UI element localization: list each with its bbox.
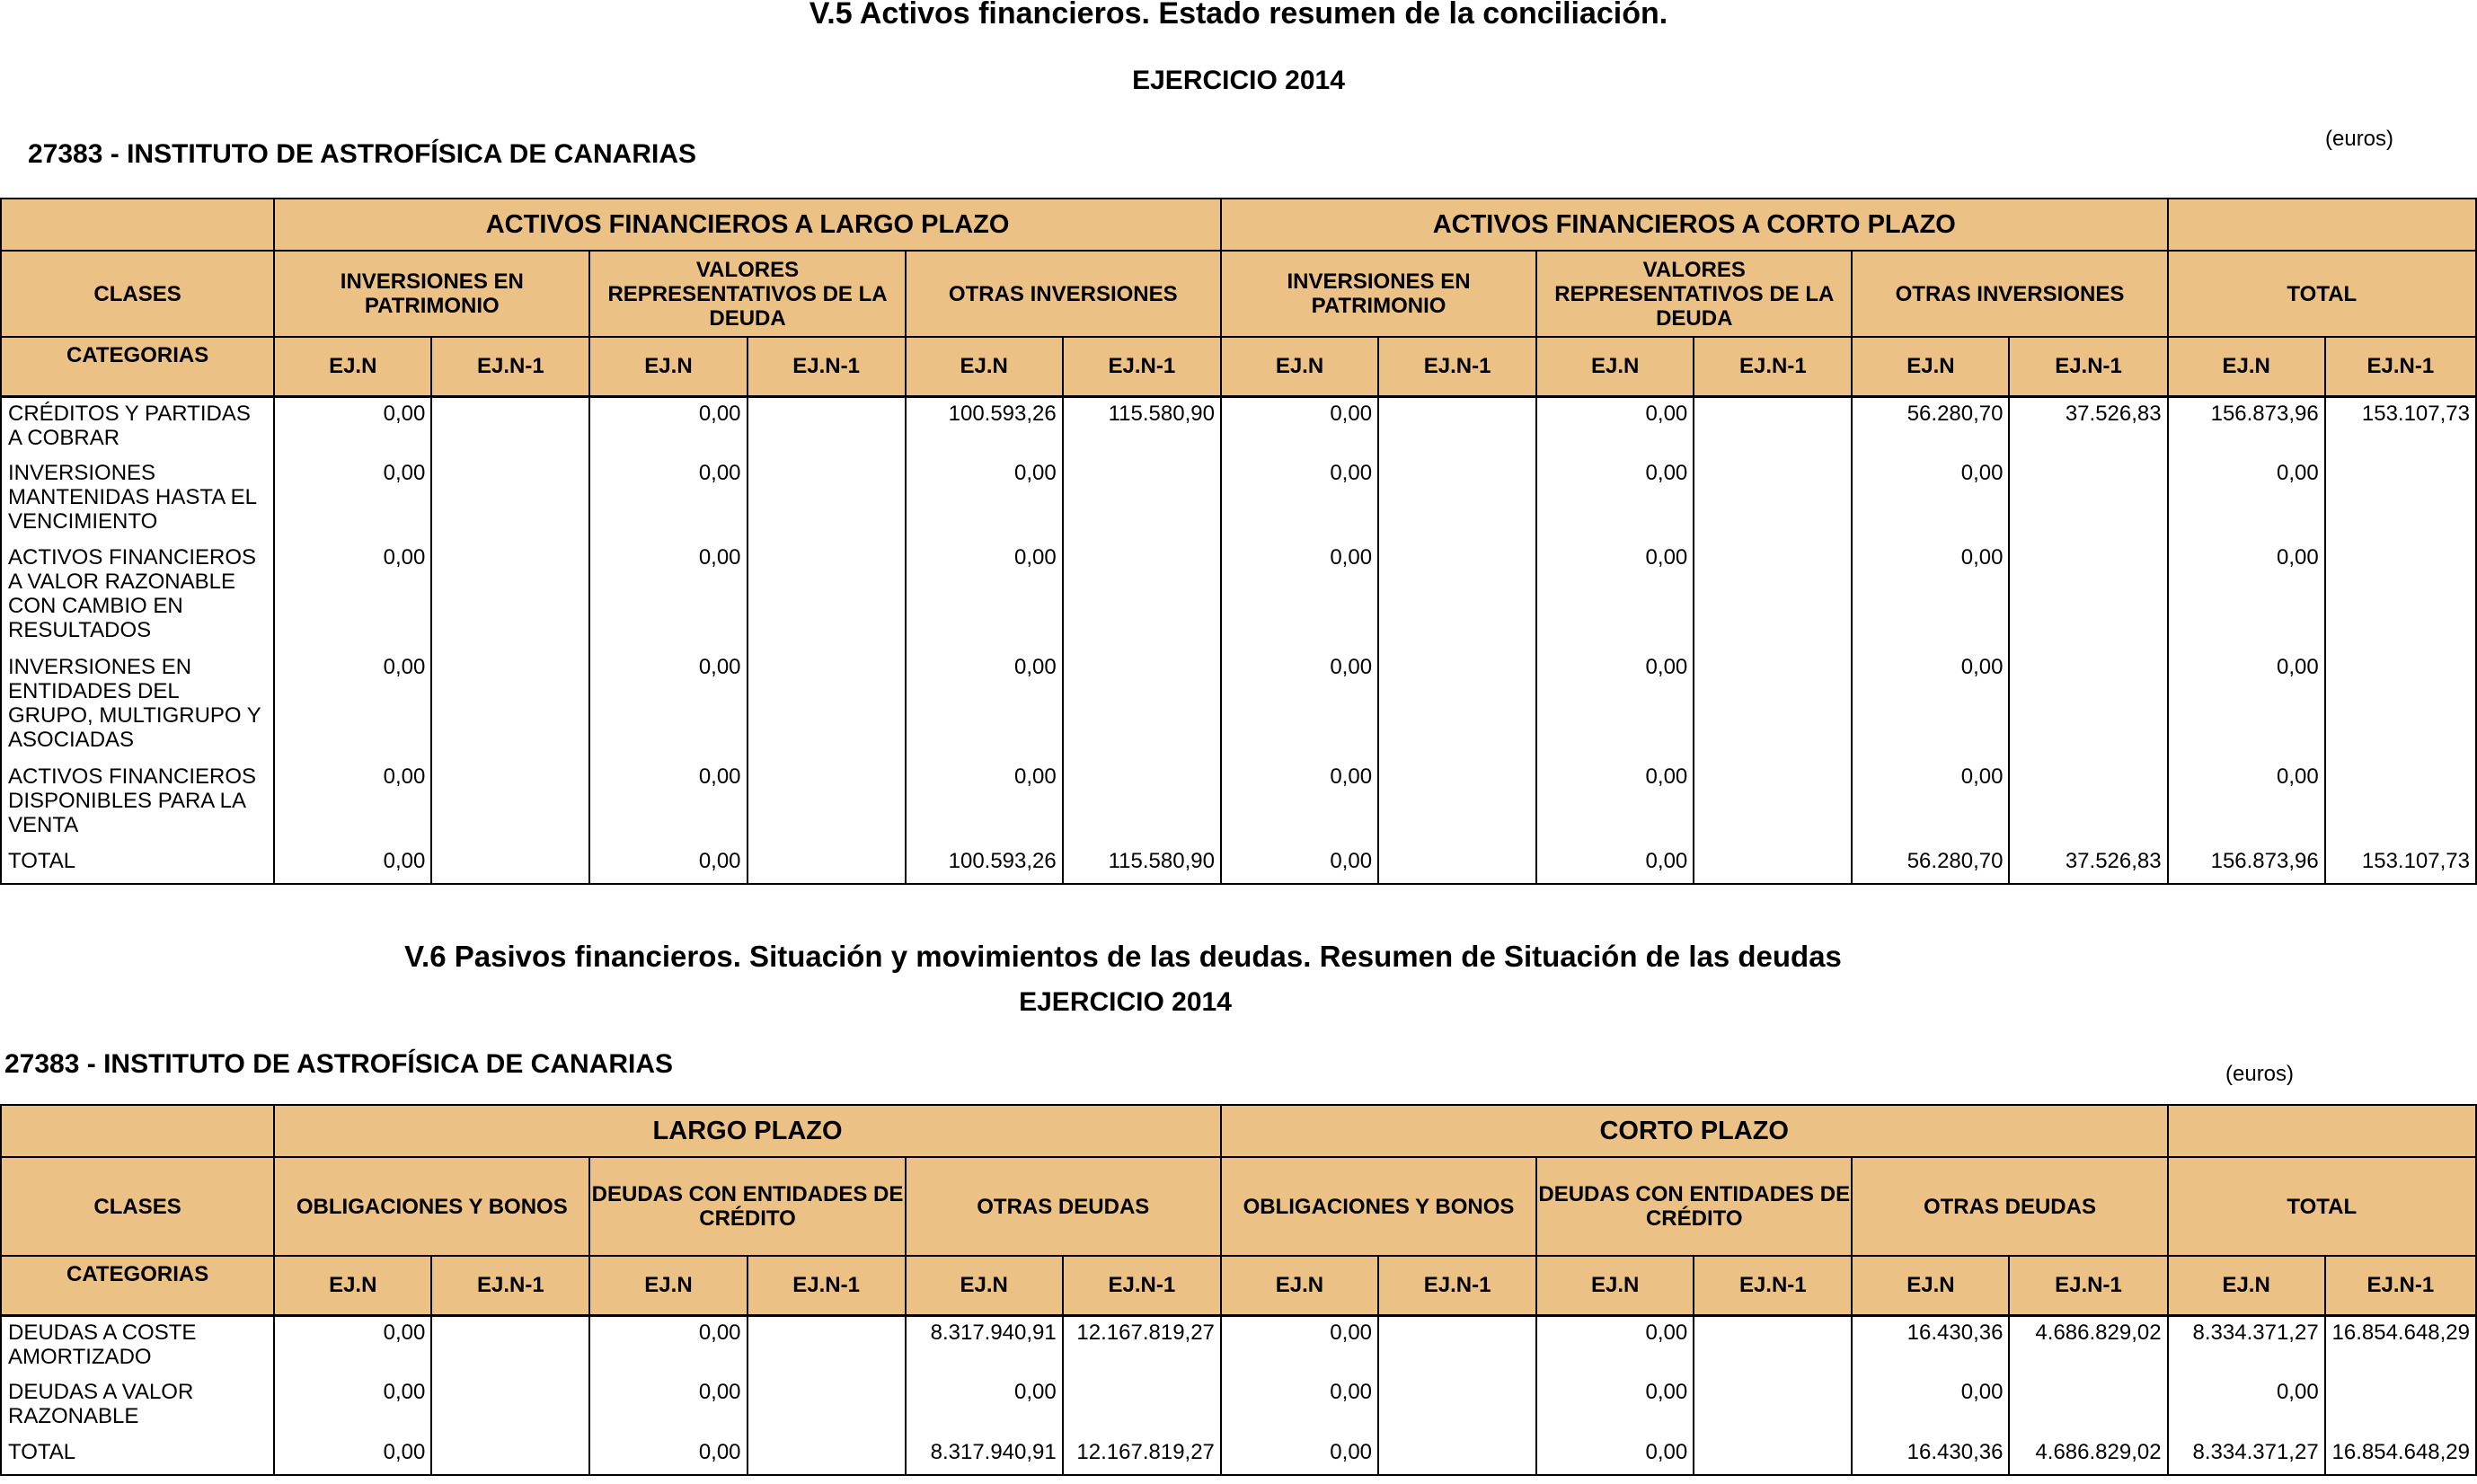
value-cell: 0,00 xyxy=(589,457,747,542)
value-cell: 0,00 xyxy=(1536,1376,1694,1436)
table-row xyxy=(1,1436,2476,1475)
value-cell xyxy=(1694,845,1852,884)
value-cell: 0,00 xyxy=(2168,542,2325,651)
value-cell: 0,00 xyxy=(1536,651,1694,761)
value-cell: 153.107,73 xyxy=(2325,396,2476,457)
value-cell xyxy=(748,651,906,761)
value-cell xyxy=(2009,542,2167,651)
value-cell xyxy=(1378,1436,1536,1475)
value-cell: 16.854.648,29 xyxy=(2325,1315,2476,1376)
value-cell: 0,00 xyxy=(1852,1376,2009,1436)
value-cell: 153.107,73 xyxy=(2325,845,2476,884)
value-cell: 0,00 xyxy=(1536,542,1694,651)
subheader-col: VALORES REPRESENTATIVOS DE LA DEUDA xyxy=(1536,251,1852,337)
value-cell xyxy=(1694,761,1852,845)
value-cell: 12.167.819,27 xyxy=(1063,1315,1221,1376)
value-cell: 115.580,90 xyxy=(1063,845,1221,884)
value-cell xyxy=(748,457,906,542)
value-cell xyxy=(1378,845,1536,884)
year-col-header: EJ.N xyxy=(274,337,431,396)
year-col-header: EJ.N xyxy=(1536,337,1694,396)
financial-liabilities-table xyxy=(0,1104,2477,1476)
report-title: V.5 Activos financieros. Estado resumen de la conciliación. xyxy=(809,0,1668,31)
year-col-header: EJ.N xyxy=(1852,337,2009,396)
year-col-header: EJ.N xyxy=(2168,1256,2325,1315)
group-header-short-term: CORTO PLAZO xyxy=(1221,1105,2168,1157)
value-cell: 156.873,96 xyxy=(2168,396,2325,457)
value-cell: 0,00 xyxy=(1221,396,1378,457)
header-clases: CLASES xyxy=(1,1157,274,1256)
value-cell xyxy=(431,1436,589,1475)
value-cell: 12.167.819,27 xyxy=(1063,1436,1221,1475)
header-categorias: CATEGORIAS xyxy=(1,1256,274,1315)
value-cell: 37.526,83 xyxy=(2009,845,2167,884)
value-cell: 8.317.940,91 xyxy=(906,1436,1063,1475)
year-col-header: EJ.N xyxy=(2168,337,2325,396)
value-cell xyxy=(748,396,906,457)
value-cell: 0,00 xyxy=(589,1315,747,1376)
value-cell: 0,00 xyxy=(906,542,1063,651)
value-cell: 0,00 xyxy=(2168,1376,2325,1436)
value-cell: 0,00 xyxy=(1852,761,2009,845)
value-cell xyxy=(2009,651,2167,761)
value-cell xyxy=(748,761,906,845)
value-cell xyxy=(2009,1376,2167,1436)
subheader-col: OTRAS INVERSIONES xyxy=(1852,251,2167,337)
value-cell: 37.526,83 xyxy=(2009,396,2167,457)
table-row xyxy=(1,396,2476,457)
subheader-total: TOTAL xyxy=(2168,251,2476,337)
entity-name: 27383 - INSTITUTO DE ASTROFÍSICA DE CANARIAS xyxy=(28,139,696,169)
value-cell xyxy=(748,542,906,651)
value-cell xyxy=(1378,542,1536,651)
value-cell: 4.686.829,02 xyxy=(2009,1315,2167,1376)
value-cell: 0,00 xyxy=(1536,1315,1694,1376)
year-col-header: EJ.N xyxy=(906,1256,1063,1315)
value-cell xyxy=(431,1376,589,1436)
value-cell: 0,00 xyxy=(589,1376,747,1436)
value-cell xyxy=(2325,542,2476,651)
header-blank xyxy=(1,199,274,251)
row-label: CRÉDITOS Y PARTIDAS A COBRAR xyxy=(1,396,274,457)
value-cell xyxy=(1694,396,1852,457)
year-col-header: EJ.N xyxy=(1852,1256,2009,1315)
year-col-header: EJ.N xyxy=(589,337,747,396)
value-cell: 0,00 xyxy=(1536,761,1694,845)
value-cell xyxy=(1694,1376,1852,1436)
value-cell xyxy=(431,396,589,457)
year-col-header: EJ.N xyxy=(1536,1256,1694,1315)
year-col-header: EJ.N-1 xyxy=(1378,337,1536,396)
value-cell: 0,00 xyxy=(2168,651,2325,761)
value-cell xyxy=(2325,761,2476,845)
value-cell xyxy=(2009,457,2167,542)
value-cell: 0,00 xyxy=(2168,761,2325,845)
fiscal-year: EJERCICIO 2014 xyxy=(1132,66,1345,95)
value-cell: 56.280,70 xyxy=(1852,845,2009,884)
value-cell: 0,00 xyxy=(906,651,1063,761)
header-clases: CLASES xyxy=(1,251,274,337)
value-cell: 8.334.371,27 xyxy=(2168,1436,2325,1475)
value-cell: 0,00 xyxy=(589,845,747,884)
value-cell xyxy=(431,845,589,884)
value-cell: 0,00 xyxy=(1221,651,1378,761)
year-col-header: EJ.N xyxy=(906,337,1063,396)
value-cell: 0,00 xyxy=(1221,542,1378,651)
value-cell xyxy=(431,542,589,651)
value-cell: 0,00 xyxy=(589,542,747,651)
value-cell xyxy=(1063,542,1221,651)
value-cell: 0,00 xyxy=(1221,1376,1378,1436)
value-cell xyxy=(1694,1315,1852,1376)
year-col-header: EJ.N-1 xyxy=(2325,337,2476,396)
subheader-col: OBLIGACIONES Y BONOS xyxy=(274,1157,589,1256)
value-cell: 0,00 xyxy=(1852,542,2009,651)
value-cell: 0,00 xyxy=(906,761,1063,845)
table-row xyxy=(1,457,2476,542)
row-label: INVERSIONES EN ENTIDADES DEL GRUPO, MULTIGRUPO Y ASOCIADAS xyxy=(1,651,274,761)
row-label: TOTAL xyxy=(1,845,274,884)
value-cell: 0,00 xyxy=(274,457,431,542)
value-cell: 0,00 xyxy=(274,542,431,651)
row-label: ACTIVOS FINANCIEROS A VALOR RAZONABLE CON CAMBIO EN RESULTADOS xyxy=(1,542,274,651)
subheader-col: OBLIGACIONES Y BONOS xyxy=(1221,1157,1536,1256)
value-cell: 100.593,26 xyxy=(906,396,1063,457)
value-cell xyxy=(1063,761,1221,845)
value-cell: 0,00 xyxy=(274,396,431,457)
value-cell: 0,00 xyxy=(274,761,431,845)
value-cell: 0,00 xyxy=(1221,761,1378,845)
value-cell xyxy=(1378,651,1536,761)
year-col-header: EJ.N xyxy=(1221,1256,1378,1315)
value-cell: 0,00 xyxy=(1536,457,1694,542)
value-cell: 0,00 xyxy=(1536,845,1694,884)
value-cell: 56.280,70 xyxy=(1852,396,2009,457)
table-row xyxy=(1,761,2476,845)
fiscal-year-liabilities: EJERCICIO 2014 xyxy=(1019,987,1232,1017)
year-col-header: EJ.N-1 xyxy=(1063,337,1221,396)
year-col-header: EJ.N-1 xyxy=(2009,337,2167,396)
year-col-header: EJ.N xyxy=(589,1256,747,1315)
value-cell: 0,00 xyxy=(1221,457,1378,542)
value-cell xyxy=(1063,651,1221,761)
header-blank xyxy=(1,1105,274,1157)
year-col-header: EJ.N-1 xyxy=(1063,1256,1221,1315)
value-cell xyxy=(1378,1315,1536,1376)
value-cell: 0,00 xyxy=(589,396,747,457)
value-cell: 16.430,36 xyxy=(1852,1436,2009,1475)
report-title-liabilities: V.6 Pasivos financieros. Situación y movimientos de las deudas. Resumen de Situación de las deudas xyxy=(404,940,1842,973)
value-cell: 0,00 xyxy=(274,651,431,761)
value-cell: 115.580,90 xyxy=(1063,396,1221,457)
table-row xyxy=(1,1315,2476,1376)
year-col-header: EJ.N-1 xyxy=(748,1256,906,1315)
value-cell xyxy=(1694,542,1852,651)
value-cell: 8.334.371,27 xyxy=(2168,1315,2325,1376)
value-cell: 0,00 xyxy=(1221,1436,1378,1475)
value-cell: 0,00 xyxy=(1536,396,1694,457)
value-cell xyxy=(1378,1376,1536,1436)
subheader-col: DEUDAS CON ENTIDADES DE CRÉDITO xyxy=(589,1157,905,1256)
group-header-long-term: ACTIVOS FINANCIEROS A LARGO PLAZO xyxy=(274,199,1221,251)
value-cell xyxy=(748,1376,906,1436)
table-row xyxy=(1,542,2476,651)
value-cell xyxy=(431,761,589,845)
value-cell: 0,00 xyxy=(2168,457,2325,542)
value-cell: 16.430,36 xyxy=(1852,1315,2009,1376)
row-label: TOTAL xyxy=(1,1436,274,1475)
value-cell xyxy=(2325,457,2476,542)
year-col-header: EJ.N-1 xyxy=(748,337,906,396)
subheader-total: TOTAL xyxy=(2168,1157,2476,1256)
value-cell: 0,00 xyxy=(1852,457,2009,542)
table-row xyxy=(1,845,2476,884)
value-cell: 100.593,26 xyxy=(906,845,1063,884)
value-cell: 156.873,96 xyxy=(2168,845,2325,884)
value-cell: 0,00 xyxy=(589,1436,747,1475)
year-col-header: EJ.N-1 xyxy=(1694,337,1852,396)
year-col-header: EJ.N-1 xyxy=(431,1256,589,1315)
subheader-col: OTRAS INVERSIONES xyxy=(906,251,1221,337)
subheader-col: DEUDAS CON ENTIDADES DE CRÉDITO xyxy=(1536,1157,1852,1256)
year-col-header: EJ.N-1 xyxy=(2009,1256,2167,1315)
header-categorias: CATEGORIAS xyxy=(1,337,274,396)
currency-unit-liabilities: (euros) xyxy=(2225,1062,2295,1086)
value-cell xyxy=(2325,1376,2476,1436)
year-col-header: EJ.N-1 xyxy=(2325,1256,2476,1315)
value-cell xyxy=(431,651,589,761)
value-cell xyxy=(748,1436,906,1475)
value-cell xyxy=(1694,457,1852,542)
subheader-col: VALORES REPRESENTATIVOS DE LA DEUDA xyxy=(589,251,905,337)
value-cell: 0,00 xyxy=(1221,845,1378,884)
value-cell: 8.317.940,91 xyxy=(906,1315,1063,1376)
value-cell xyxy=(1694,651,1852,761)
row-label: DEUDAS A COSTE AMORTIZADO xyxy=(1,1315,274,1376)
subheader-col: INVERSIONES EN PATRIMONIO xyxy=(1221,251,1536,337)
group-header-long-term: LARGO PLAZO xyxy=(274,1105,1221,1157)
year-col-header: EJ.N-1 xyxy=(1378,1256,1536,1315)
subheader-col: INVERSIONES EN PATRIMONIO xyxy=(274,251,589,337)
currency-unit: (euros) xyxy=(2325,127,2394,151)
table-row xyxy=(1,1376,2476,1436)
value-cell: 16.854.648,29 xyxy=(2325,1436,2476,1475)
value-cell xyxy=(431,1315,589,1376)
row-label: INVERSIONES MANTENIDAS HASTA EL VENCIMIENTO xyxy=(1,457,274,542)
row-label: ACTIVOS FINANCIEROS DISPONIBLES PARA LA VENTA xyxy=(1,761,274,845)
value-cell xyxy=(748,845,906,884)
value-cell: 0,00 xyxy=(1536,1436,1694,1475)
value-cell xyxy=(1063,457,1221,542)
value-cell: 0,00 xyxy=(274,1315,431,1376)
year-col-header: EJ.N xyxy=(1221,337,1378,396)
group-header-short-term: ACTIVOS FINANCIEROS A CORTO PLAZO xyxy=(1221,199,2168,251)
year-col-header: EJ.N xyxy=(274,1256,431,1315)
value-cell: 0,00 xyxy=(1221,1315,1378,1376)
value-cell: 0,00 xyxy=(274,845,431,884)
value-cell: 0,00 xyxy=(589,651,747,761)
value-cell: 0,00 xyxy=(1852,651,2009,761)
group-header-total-blank xyxy=(2168,199,2476,251)
year-col-header: EJ.N-1 xyxy=(1694,1256,1852,1315)
value-cell: 0,00 xyxy=(906,457,1063,542)
value-cell xyxy=(748,1315,906,1376)
value-cell: 0,00 xyxy=(274,1376,431,1436)
value-cell xyxy=(2325,651,2476,761)
value-cell: 4.686.829,02 xyxy=(2009,1436,2167,1475)
value-cell xyxy=(1063,1376,1221,1436)
value-cell: 0,00 xyxy=(274,1436,431,1475)
entity-name-liabilities: 27383 - INSTITUTO DE ASTROFÍSICA DE CANARIAS xyxy=(4,1049,673,1079)
group-header-total-blank xyxy=(2168,1105,2476,1157)
financial-assets-table xyxy=(0,198,2477,885)
subheader-col: OTRAS DEUDAS xyxy=(1852,1157,2167,1256)
row-label: DEUDAS A VALOR RAZONABLE xyxy=(1,1376,274,1436)
value-cell xyxy=(2009,761,2167,845)
year-col-header: EJ.N-1 xyxy=(431,337,589,396)
value-cell xyxy=(1378,396,1536,457)
value-cell: 0,00 xyxy=(906,1376,1063,1436)
value-cell xyxy=(1694,1436,1852,1475)
value-cell xyxy=(1378,457,1536,542)
value-cell: 0,00 xyxy=(589,761,747,845)
subheader-col: OTRAS DEUDAS xyxy=(906,1157,1221,1256)
table-row xyxy=(1,651,2476,761)
value-cell xyxy=(431,457,589,542)
value-cell xyxy=(1378,761,1536,845)
